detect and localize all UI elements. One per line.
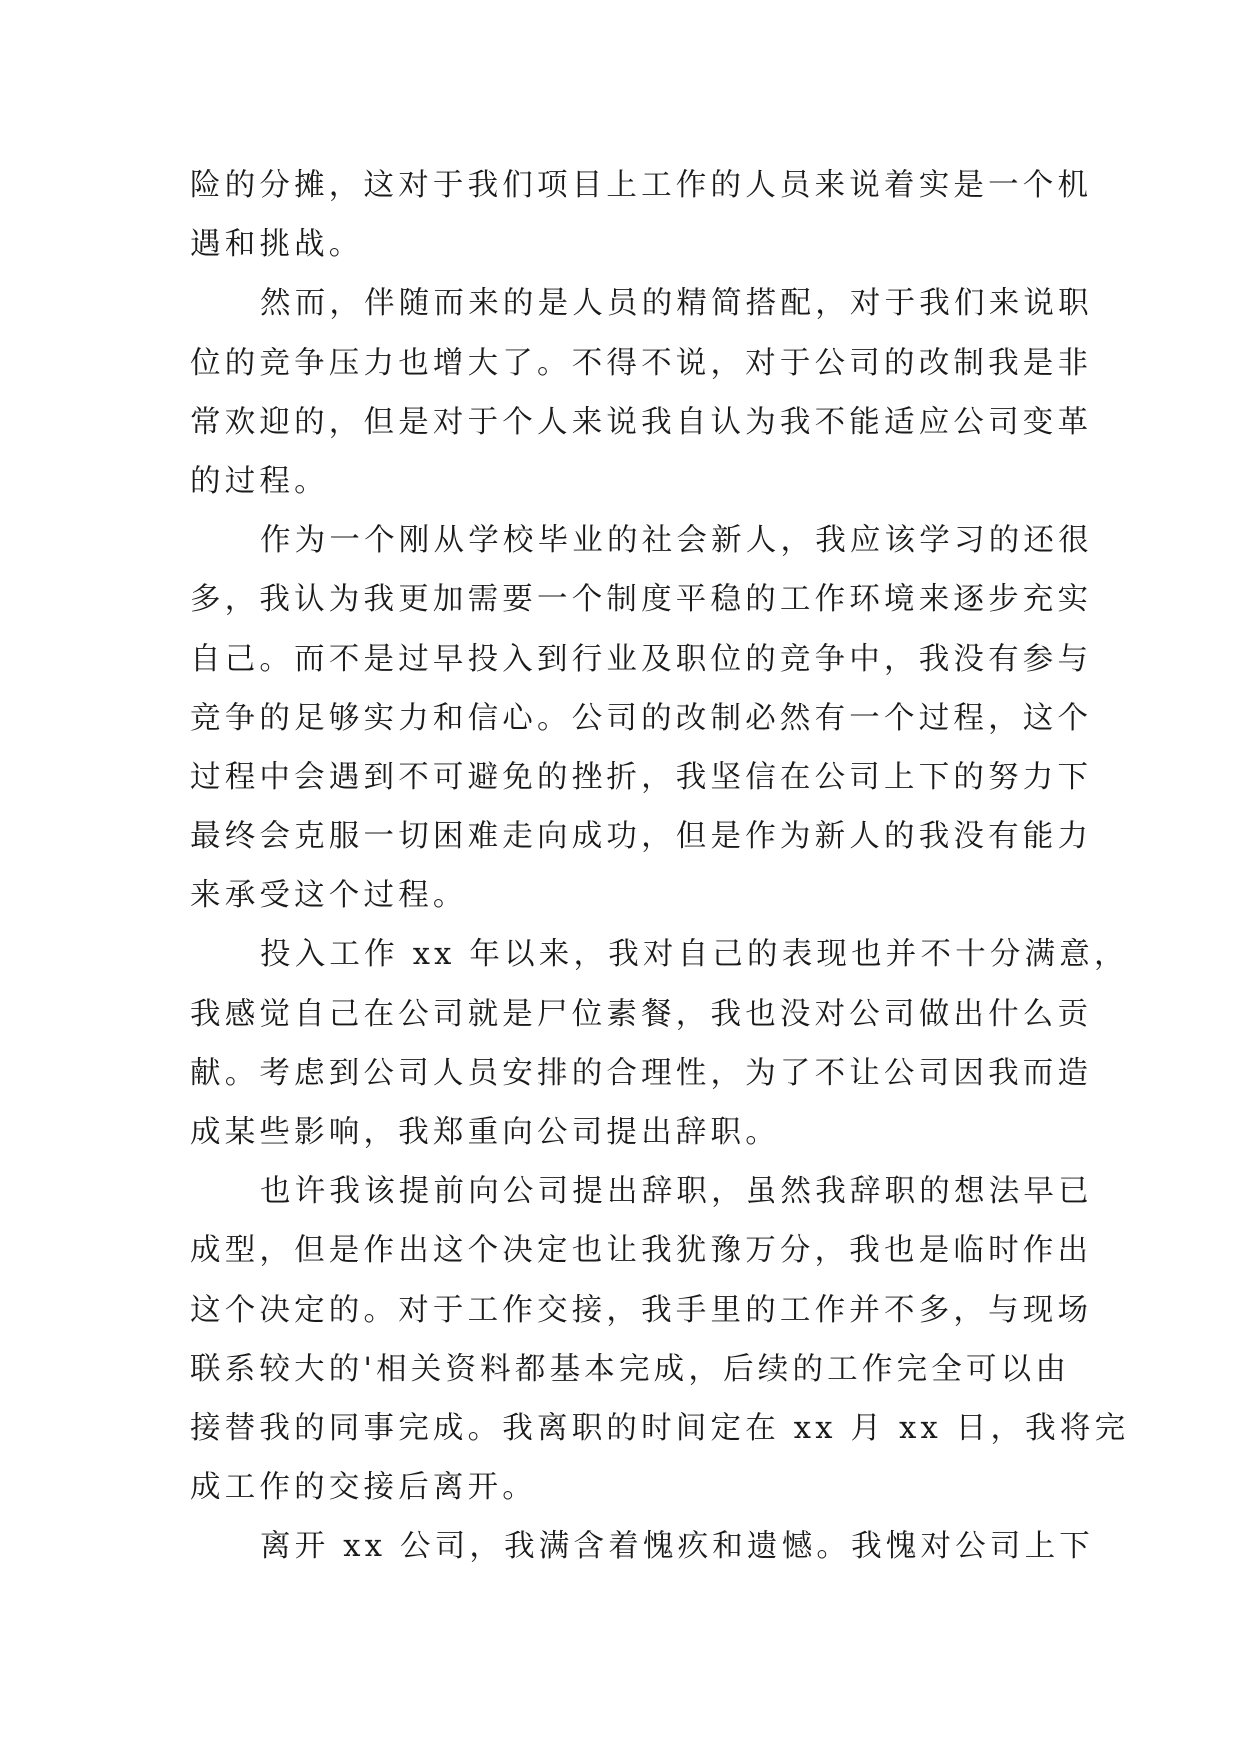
- text-line: 的过程。: [190, 463, 329, 499]
- text-line: 遇和挑战。: [190, 227, 364, 263]
- text-line: 多，我认为我更加需要一个制度平稳的工作环境来逐步充实: [190, 582, 1093, 618]
- text-line: 位的竞争压力也增大了。不得不说，对于公司的改制我是非: [190, 345, 1093, 381]
- paragraph-first-line: 也许我该提前向公司提出辞职，虽然我辞职的想法早已: [260, 1174, 1093, 1210]
- text-line: 险的分摊，这对于我们项目上工作的人员来说着实是一个机: [190, 168, 1093, 203]
- text-line: 过程中会遇到不可避免的挫折，我坚信在公司上下的努力下: [190, 759, 1093, 795]
- paragraph-first-line: 作为一个刚从学校毕业的社会新人，我应该学习的还很: [260, 523, 1093, 559]
- text-line: 来承受这个过程。: [190, 878, 468, 914]
- text-line: 这个决定的。对于工作交接，我手里的工作并不多，与现场: [190, 1292, 1093, 1328]
- text-line: 竞争的足够实力和信心。公司的改制必然有一个过程，这个: [190, 700, 1093, 736]
- text-line: 最终会克服一切困难走向成功，但是作为新人的我没有能力: [190, 819, 1093, 855]
- text-line: 成型，但是作出这个决定也让我犹豫万分，我也是临时作出: [190, 1233, 1093, 1269]
- paragraph-first-line: 投入工作 xx 年以来，我对自己的表现也并不十分满意，: [260, 937, 1129, 973]
- text-line: 接替我的同事完成。我离职的时间定在 xx 月 xx 日，我将完: [190, 1410, 1130, 1446]
- text-line: 我感觉自己在公司就是尸位素餐，我也没对公司做出什么贡: [190, 996, 1093, 1032]
- text-line: 常欢迎的，但是对于个人来说我自认为我不能适应公司变革: [190, 404, 1093, 440]
- text-line: 自己。而不是过早投入到行业及职位的竞争中，我没有参与: [190, 641, 1093, 677]
- paragraph-first-line: 然而，伴随而来的是人员的精简搭配，对于我们来说职: [260, 286, 1093, 322]
- text-line: 成某些影响，我郑重向公司提出辞职。: [190, 1115, 780, 1150]
- text-line: 献。考虑到公司人员安排的合理性，为了不让公司因我而造: [190, 1055, 1093, 1091]
- text-line: 成工作的交接后离开。: [190, 1470, 537, 1506]
- paragraph-first-line: 离开 xx 公司，我满含着愧疚和遗憾。我愧对公司上下: [260, 1529, 1094, 1565]
- document-body: [190, 156, 1130, 1577]
- text-line: 联系较大的'相关资料都基本完成，后续的工作完全可以由: [190, 1351, 1071, 1387]
